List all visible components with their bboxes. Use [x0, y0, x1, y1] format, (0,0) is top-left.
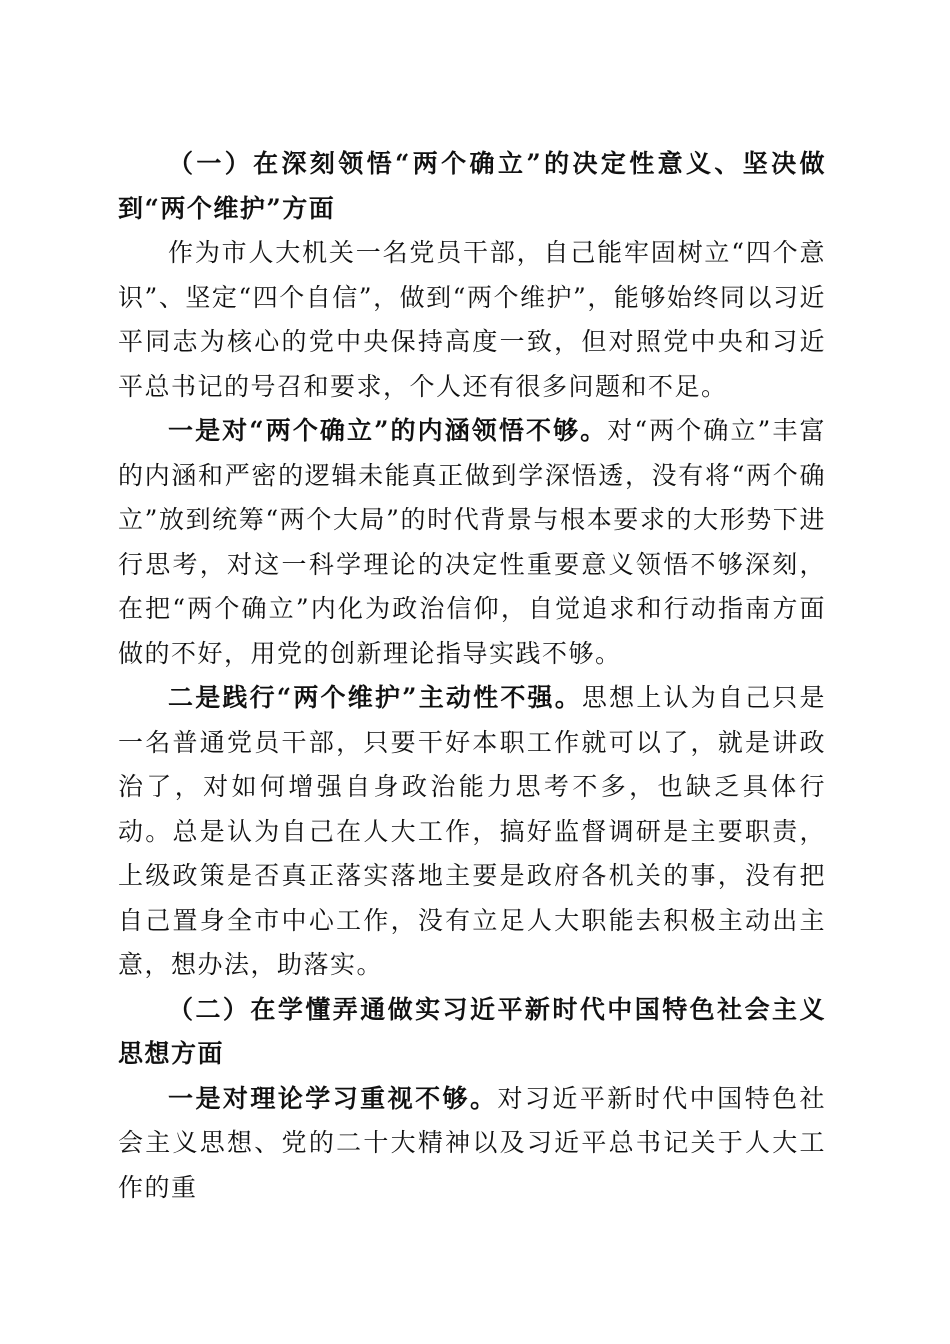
- point-body: 对习近平新时代中国特色社会主义思想、党的二十大精神以及习近平总书记关于人大工作的重: [118, 1083, 826, 1202]
- point-body: 思想上认为自己只是一名普通党员干部，只要干好本职工作就可以了，就是讲政治了，对如何增强自身政治能力思考不多，也缺乏具体行动。总是认为自己在人大工作，搞好监督调研是主要职责，上级政策是否真正落实落地主要是政府各机关的事，没有把自己置身全市中心工作，没有立足人大职能去积极主动出主意，想办法，助落实。: [118, 683, 826, 979]
- section-heading-2: （二）在学懂弄通做实习近平新时代中国特色社会主义思想方面: [118, 994, 826, 1068]
- section-heading-1: （一）在深刻领悟“两个确立”的决定性意义、坚决做到“两个维护”方面: [118, 149, 826, 223]
- section-1-point-1-paragraph: [118, 409, 826, 676]
- point-body: 对“两个确立”丰富的内涵和严密的逻辑未能真正做到学深悟透，没有将“两个确立”放到统筹“两个大局”的时代背景与根本要求的大形势下进行思考，对这一科学理论的决定性重要意义领悟不够深刻，在把“两个确立”内化为政治信仰，自觉追求和行动指南方面做的不好，用党的创新理论指导实践不够。: [118, 416, 827, 668]
- point-lead: 一是对理论学习重视不够。: [168, 1083, 498, 1113]
- point-lead: 一是对“两个确立”的内涵领悟不够。: [168, 416, 608, 445]
- section-2-point-1-paragraph: [118, 1077, 826, 1211]
- section-1-point-2-paragraph: [118, 676, 826, 988]
- document-body: [118, 142, 826, 1210]
- section-1-intro-paragraph: 作为市人大机关一名党员干部，自己能牢固树立“四个意识”、坚定“四个自信”，做到“两个维护”，能够始终同以习近平同志为核心的党中央保持高度一致，但对照党中央和习近平总书记的号召和要求，个人还有很多问题和不足。: [118, 238, 826, 401]
- point-lead: 二是践行“两个维护”主动性不强。: [168, 683, 582, 712]
